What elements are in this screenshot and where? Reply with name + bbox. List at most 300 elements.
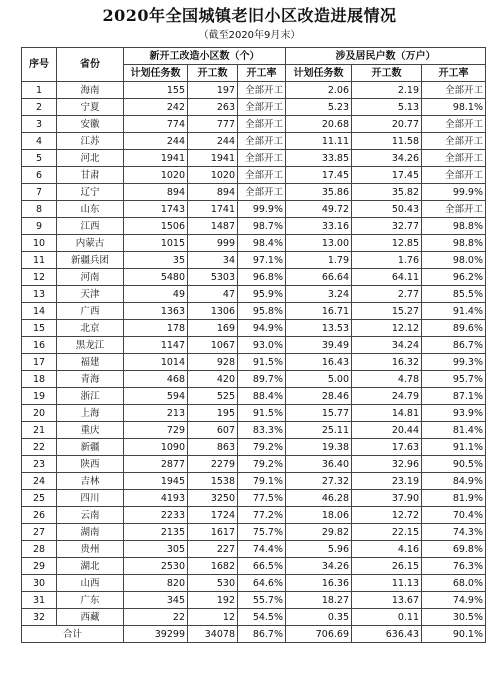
row-started-communities: 12 [188, 609, 238, 626]
row-province: 浙江 [57, 388, 124, 405]
table-row [22, 558, 486, 575]
row-province: 河北 [57, 150, 124, 167]
row-rate-communities: 83.3% [238, 422, 286, 439]
row-rate-communities: 全部开工 [238, 167, 286, 184]
row-started-households: 13.67 [352, 592, 422, 609]
table-row [22, 439, 486, 456]
table-row [22, 422, 486, 439]
row-rate-households: 98.8% [422, 218, 486, 235]
row-province: 陕西 [57, 456, 124, 473]
row-province: 宁夏 [57, 99, 124, 116]
row-started-communities: 1487 [188, 218, 238, 235]
row-started-households: 64.11 [352, 269, 422, 286]
row-planned-communities: 1015 [124, 235, 188, 252]
row-rate-households: 74.9% [422, 592, 486, 609]
row-planned-households: 33.16 [286, 218, 352, 235]
row-province: 湖南 [57, 524, 124, 541]
row-rate-communities: 95.8% [238, 303, 286, 320]
row-province: 四川 [57, 490, 124, 507]
row-rate-households: 90.5% [422, 456, 486, 473]
row-planned-households: 66.64 [286, 269, 352, 286]
header-started-households: 开工数 [352, 65, 422, 82]
row-seq: 17 [22, 354, 57, 371]
row-rate-households: 81.9% [422, 490, 486, 507]
page-subtitle: （截至2020年9月末） [198, 30, 301, 41]
row-planned-communities: 2877 [124, 456, 188, 473]
row-planned-communities: 820 [124, 575, 188, 592]
row-planned-households: 13.53 [286, 320, 352, 337]
row-started-households: 32.77 [352, 218, 422, 235]
row-started-households: 4.16 [352, 541, 422, 558]
row-started-communities: 2279 [188, 456, 238, 473]
table-row [22, 133, 486, 150]
row-rate-communities: 94.9% [238, 320, 286, 337]
table-row [22, 541, 486, 558]
row-started-communities: 1067 [188, 337, 238, 354]
table-row [22, 405, 486, 422]
row-started-communities: 530 [188, 575, 238, 592]
row-rate-households: 99.9% [422, 184, 486, 201]
row-planned-communities: 1020 [124, 167, 188, 184]
row-rate-households: 76.3% [422, 558, 486, 575]
row-started-households: 34.26 [352, 150, 422, 167]
row-started-communities: 420 [188, 371, 238, 388]
row-seq: 15 [22, 320, 57, 337]
row-province: 辽宁 [57, 184, 124, 201]
row-rate-communities: 75.7% [238, 524, 286, 541]
row-planned-households: 15.77 [286, 405, 352, 422]
row-rate-communities: 79.2% [238, 456, 286, 473]
row-seq: 13 [22, 286, 57, 303]
row-planned-communities: 1090 [124, 439, 188, 456]
row-planned-households: 16.43 [286, 354, 352, 371]
row-province: 天津 [57, 286, 124, 303]
row-started-communities: 192 [188, 592, 238, 609]
row-started-communities: 894 [188, 184, 238, 201]
row-planned-communities: 244 [124, 133, 188, 150]
row-started-communities: 1617 [188, 524, 238, 541]
row-started-communities: 1306 [188, 303, 238, 320]
header-rate-households: 开工率 [422, 65, 486, 82]
row-rate-households: 86.7% [422, 337, 486, 354]
row-planned-communities: 242 [124, 99, 188, 116]
page-title: 2020年全国城镇老旧小区改造进展情况 [102, 6, 397, 25]
row-province: 云南 [57, 507, 124, 524]
row-planned-households: 27.32 [286, 473, 352, 490]
table-row [22, 354, 486, 371]
row-rate-households: 84.9% [422, 473, 486, 490]
row-planned-communities: 155 [124, 82, 188, 99]
total-planned-households: 706.69 [286, 626, 352, 643]
row-started-households: 17.63 [352, 439, 422, 456]
table-body [22, 82, 486, 626]
row-planned-communities: 1941 [124, 150, 188, 167]
row-planned-households: 5.00 [286, 371, 352, 388]
total-rate-communities: 86.7% [238, 626, 286, 643]
row-province: 内蒙古 [57, 235, 124, 252]
row-planned-communities: 468 [124, 371, 188, 388]
row-planned-households: 46.28 [286, 490, 352, 507]
row-planned-communities: 729 [124, 422, 188, 439]
table-row [22, 609, 486, 626]
header-communities-group: 新开工改造小区数（个） [124, 48, 286, 65]
row-rate-households: 全部开工 [422, 167, 486, 184]
row-rate-households: 95.7% [422, 371, 486, 388]
row-started-communities: 928 [188, 354, 238, 371]
row-started-households: 17.45 [352, 167, 422, 184]
table-row [22, 201, 486, 218]
header-planned-households: 计划任务数 [286, 65, 352, 82]
row-planned-households: 25.11 [286, 422, 352, 439]
row-rate-communities: 91.5% [238, 354, 286, 371]
row-rate-communities: 91.5% [238, 405, 286, 422]
row-started-communities: 777 [188, 116, 238, 133]
row-seq: 18 [22, 371, 57, 388]
row-planned-communities: 894 [124, 184, 188, 201]
row-seq: 26 [22, 507, 57, 524]
row-planned-households: 33.85 [286, 150, 352, 167]
row-seq: 23 [22, 456, 57, 473]
table-row [22, 507, 486, 524]
row-started-households: 4.78 [352, 371, 422, 388]
row-planned-households: 17.45 [286, 167, 352, 184]
row-rate-households: 85.5% [422, 286, 486, 303]
row-rate-communities: 93.0% [238, 337, 286, 354]
row-planned-communities: 774 [124, 116, 188, 133]
row-rate-communities: 66.5% [238, 558, 286, 575]
row-seq: 16 [22, 337, 57, 354]
table-row [22, 82, 486, 99]
row-seq: 7 [22, 184, 57, 201]
row-province: 广西 [57, 303, 124, 320]
row-started-communities: 195 [188, 405, 238, 422]
row-planned-communities: 2135 [124, 524, 188, 541]
row-rate-households: 74.3% [422, 524, 486, 541]
header-seq: 序号 [22, 48, 57, 82]
row-started-communities: 47 [188, 286, 238, 303]
row-planned-households: 20.68 [286, 116, 352, 133]
row-seq: 5 [22, 150, 57, 167]
table-row [22, 456, 486, 473]
table-row [22, 388, 486, 405]
row-seq: 10 [22, 235, 57, 252]
row-rate-households: 全部开工 [422, 150, 486, 167]
table-row [22, 337, 486, 354]
table-row [22, 116, 486, 133]
row-seq: 8 [22, 201, 57, 218]
row-rate-communities: 64.6% [238, 575, 286, 592]
table-row [22, 303, 486, 320]
row-province: 山西 [57, 575, 124, 592]
row-planned-households: 5.23 [286, 99, 352, 116]
row-province: 吉林 [57, 473, 124, 490]
row-started-communities: 244 [188, 133, 238, 150]
row-province: 江苏 [57, 133, 124, 150]
row-province: 山东 [57, 201, 124, 218]
row-rate-communities: 55.7% [238, 592, 286, 609]
row-rate-communities: 98.7% [238, 218, 286, 235]
row-started-households: 23.19 [352, 473, 422, 490]
row-rate-households: 全部开工 [422, 82, 486, 99]
row-started-communities: 1538 [188, 473, 238, 490]
row-started-communities: 169 [188, 320, 238, 337]
row-planned-households: 13.00 [286, 235, 352, 252]
row-rate-households: 91.1% [422, 439, 486, 456]
row-seq: 32 [22, 609, 57, 626]
row-started-communities: 1941 [188, 150, 238, 167]
row-started-households: 12.12 [352, 320, 422, 337]
row-province: 福建 [57, 354, 124, 371]
row-rate-households: 全部开工 [422, 116, 486, 133]
row-started-households: 22.15 [352, 524, 422, 541]
row-started-communities: 263 [188, 99, 238, 116]
row-seq: 20 [22, 405, 57, 422]
row-started-households: 34.24 [352, 337, 422, 354]
row-planned-households: 34.26 [286, 558, 352, 575]
row-started-households: 26.15 [352, 558, 422, 575]
row-started-households: 50.43 [352, 201, 422, 218]
row-rate-households: 96.2% [422, 269, 486, 286]
row-rate-communities: 全部开工 [238, 184, 286, 201]
row-planned-households: 35.86 [286, 184, 352, 201]
table-row [22, 167, 486, 184]
row-started-communities: 607 [188, 422, 238, 439]
total-started-communities: 34078 [188, 626, 238, 643]
total-label: 合计 [22, 626, 124, 643]
row-rate-communities: 97.1% [238, 252, 286, 269]
row-planned-households: 18.27 [286, 592, 352, 609]
row-planned-communities: 345 [124, 592, 188, 609]
row-seq: 14 [22, 303, 57, 320]
row-rate-communities: 79.2% [238, 439, 286, 456]
row-started-communities: 1741 [188, 201, 238, 218]
row-province: 上海 [57, 405, 124, 422]
row-planned-households: 3.24 [286, 286, 352, 303]
row-rate-communities: 99.9% [238, 201, 286, 218]
row-started-communities: 1020 [188, 167, 238, 184]
table-row [22, 592, 486, 609]
row-province: 黑龙江 [57, 337, 124, 354]
table-row [22, 473, 486, 490]
total-rate-households: 90.1% [422, 626, 486, 643]
row-planned-households: 16.71 [286, 303, 352, 320]
table-row [22, 371, 486, 388]
row-started-households: 15.27 [352, 303, 422, 320]
row-planned-households: 28.46 [286, 388, 352, 405]
row-planned-households: 49.72 [286, 201, 352, 218]
row-rate-households: 30.5% [422, 609, 486, 626]
row-rate-households: 87.1% [422, 388, 486, 405]
total-started-households: 636.43 [352, 626, 422, 643]
total-row [22, 626, 486, 643]
row-seq: 29 [22, 558, 57, 575]
row-rate-households: 98.8% [422, 235, 486, 252]
row-started-households: 12.85 [352, 235, 422, 252]
row-rate-households: 91.4% [422, 303, 486, 320]
total-planned-communities: 39299 [124, 626, 188, 643]
table-row [22, 99, 486, 116]
row-started-households: 5.13 [352, 99, 422, 116]
row-started-communities: 227 [188, 541, 238, 558]
row-rate-households: 99.3% [422, 354, 486, 371]
row-started-households: 12.72 [352, 507, 422, 524]
row-started-communities: 1682 [188, 558, 238, 575]
row-started-households: 11.13 [352, 575, 422, 592]
row-seq: 6 [22, 167, 57, 184]
row-rate-communities: 79.1% [238, 473, 286, 490]
row-planned-communities: 213 [124, 405, 188, 422]
row-started-households: 35.82 [352, 184, 422, 201]
row-planned-communities: 2530 [124, 558, 188, 575]
row-rate-communities: 74.4% [238, 541, 286, 558]
row-planned-households: 19.38 [286, 439, 352, 456]
row-planned-households: 39.49 [286, 337, 352, 354]
table-row [22, 150, 486, 167]
row-rate-communities: 89.7% [238, 371, 286, 388]
row-province: 新疆兵团 [57, 252, 124, 269]
row-rate-communities: 98.4% [238, 235, 286, 252]
row-planned-communities: 1743 [124, 201, 188, 218]
row-seq: 11 [22, 252, 57, 269]
row-started-communities: 999 [188, 235, 238, 252]
row-province: 江西 [57, 218, 124, 235]
row-rate-households: 全部开工 [422, 133, 486, 150]
row-planned-communities: 305 [124, 541, 188, 558]
row-seq: 4 [22, 133, 57, 150]
row-rate-households: 81.4% [422, 422, 486, 439]
row-seq: 22 [22, 439, 57, 456]
row-province: 湖北 [57, 558, 124, 575]
row-planned-communities: 1506 [124, 218, 188, 235]
row-province: 甘肃 [57, 167, 124, 184]
row-started-households: 2.19 [352, 82, 422, 99]
table-row [22, 252, 486, 269]
row-planned-communities: 1363 [124, 303, 188, 320]
table-row [22, 286, 486, 303]
row-seq: 1 [22, 82, 57, 99]
row-province: 西藏 [57, 609, 124, 626]
row-rate-communities: 77.2% [238, 507, 286, 524]
row-seq: 3 [22, 116, 57, 133]
row-started-households: 24.79 [352, 388, 422, 405]
row-province: 安徽 [57, 116, 124, 133]
row-planned-communities: 594 [124, 388, 188, 405]
row-started-households: 20.44 [352, 422, 422, 439]
row-planned-households: 29.82 [286, 524, 352, 541]
row-rate-households: 70.4% [422, 507, 486, 524]
row-province: 海南 [57, 82, 124, 99]
row-seq: 2 [22, 99, 57, 116]
table-row [22, 184, 486, 201]
row-rate-communities: 95.9% [238, 286, 286, 303]
row-province: 重庆 [57, 422, 124, 439]
row-planned-communities: 35 [124, 252, 188, 269]
row-province: 广东 [57, 592, 124, 609]
row-planned-households: 5.96 [286, 541, 352, 558]
row-planned-communities: 178 [124, 320, 188, 337]
table-row [22, 235, 486, 252]
row-planned-households: 0.35 [286, 609, 352, 626]
header-province: 省份 [57, 48, 124, 82]
row-province: 青海 [57, 371, 124, 388]
row-started-communities: 863 [188, 439, 238, 456]
row-seq: 21 [22, 422, 57, 439]
row-rate-households: 69.8% [422, 541, 486, 558]
row-rate-communities: 88.4% [238, 388, 286, 405]
row-started-communities: 34 [188, 252, 238, 269]
row-started-households: 16.32 [352, 354, 422, 371]
row-rate-households: 68.0% [422, 575, 486, 592]
header-started-communities: 开工数 [188, 65, 238, 82]
row-seq: 9 [22, 218, 57, 235]
row-planned-communities: 5480 [124, 269, 188, 286]
row-planned-communities: 1147 [124, 337, 188, 354]
header-households-group: 涉及居民户数（万户） [286, 48, 486, 65]
table-row [22, 269, 486, 286]
row-started-communities: 197 [188, 82, 238, 99]
row-started-communities: 3250 [188, 490, 238, 507]
row-seq: 31 [22, 592, 57, 609]
row-started-households: 0.11 [352, 609, 422, 626]
row-started-communities: 1724 [188, 507, 238, 524]
row-planned-households: 18.06 [286, 507, 352, 524]
row-seq: 28 [22, 541, 57, 558]
row-rate-communities: 全部开工 [238, 133, 286, 150]
row-rate-communities: 全部开工 [238, 99, 286, 116]
header-planned-communities: 计划任务数 [124, 65, 188, 82]
row-started-households: 11.58 [352, 133, 422, 150]
table-row [22, 490, 486, 507]
row-seq: 30 [22, 575, 57, 592]
row-planned-communities: 49 [124, 286, 188, 303]
row-started-households: 1.76 [352, 252, 422, 269]
header-rate-communities: 开工率 [238, 65, 286, 82]
row-seq: 24 [22, 473, 57, 490]
row-province: 北京 [57, 320, 124, 337]
row-planned-households: 11.11 [286, 133, 352, 150]
row-planned-communities: 2233 [124, 507, 188, 524]
row-rate-households: 93.9% [422, 405, 486, 422]
row-planned-households: 36.40 [286, 456, 352, 473]
row-rate-households: 98.0% [422, 252, 486, 269]
progress-table [21, 47, 486, 643]
row-started-households: 37.90 [352, 490, 422, 507]
row-province: 贵州 [57, 541, 124, 558]
row-province: 河南 [57, 269, 124, 286]
row-rate-communities: 全部开工 [238, 116, 286, 133]
row-seq: 25 [22, 490, 57, 507]
row-started-communities: 525 [188, 388, 238, 405]
table-row [22, 218, 486, 235]
row-planned-communities: 1014 [124, 354, 188, 371]
row-planned-communities: 22 [124, 609, 188, 626]
row-rate-households: 89.6% [422, 320, 486, 337]
row-province: 新疆 [57, 439, 124, 456]
row-seq: 19 [22, 388, 57, 405]
row-rate-communities: 全部开工 [238, 82, 286, 99]
row-started-households: 2.77 [352, 286, 422, 303]
row-planned-households: 1.79 [286, 252, 352, 269]
row-seq: 12 [22, 269, 57, 286]
row-rate-communities: 96.8% [238, 269, 286, 286]
row-rate-communities: 全部开工 [238, 150, 286, 167]
row-planned-communities: 4193 [124, 490, 188, 507]
row-started-households: 14.81 [352, 405, 422, 422]
table-row [22, 575, 486, 592]
table-row [22, 524, 486, 541]
row-rate-communities: 77.5% [238, 490, 286, 507]
row-rate-households: 全部开工 [422, 201, 486, 218]
